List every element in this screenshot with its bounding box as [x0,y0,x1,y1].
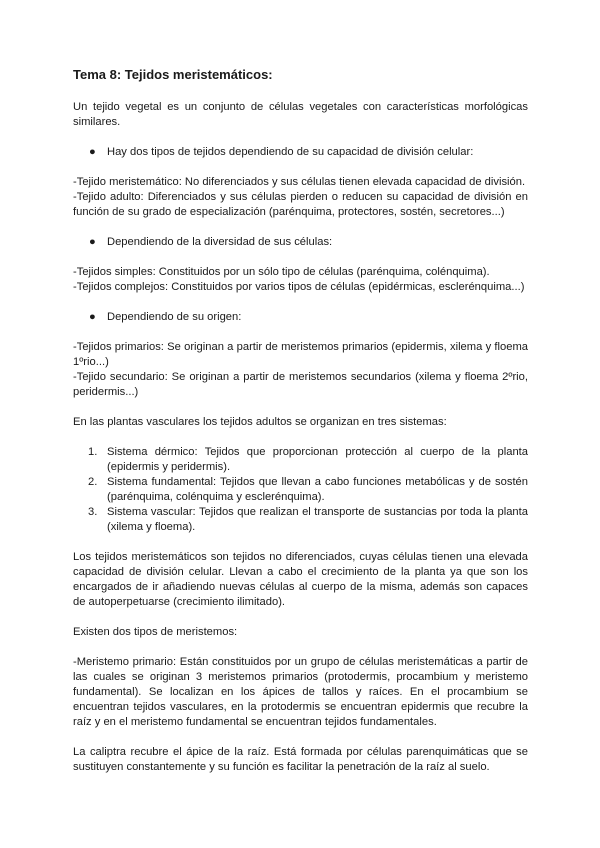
bullet-item [73,310,528,325]
paragraph-primary-meristem: -Meristemo primario: Están constituidos por un grupo de células meristemáticas a partir de las cuales se originan 3 meristemos primarios (protodermis, procambium y meristemo fundamental). Se localizan en los ápices de tallos y raíces. En el procambium se encuentran tejidos vasculares, en la protodermis se encuentran epidermis que recubre la raíz y en el meristemo fundamental se encuentran tejidos fundamentales. [73,656,528,728]
bullet-item [73,235,528,250]
bullet-text: Hay dos tipos de tejidos dependiendo de su capacidad de división celular: [107,146,474,158]
numbered-list [73,445,528,535]
paragraph-secondary: -Tejido secundario: Se originan a partir de meristemos secundarios (xilema y floema 2ºrio, peridermis...) [73,371,528,398]
paragraph-primary: -Tejidos primarios: Se originan a partir de meristemos primarios (epidermis, xilema y floema 1ºrio...) [73,341,528,368]
list-item [73,505,528,535]
list-number: 3. [88,506,98,518]
list-number: 2. [88,476,98,488]
paragraph-meristematic-tissues: Los tejidos meristemáticos son tejidos no diferenciados, cuyas células tienen una elevada capacidad de división celular. Llevan a cabo el crecimiento de la planta ya que son los encargados de ir añadiendo nuevas células al cuerpo de la misma, además son capaces de autoperpetuarse (crecimiento ilimitado). [73,551,528,608]
paragraph-meristematic: -Tejido meristemático: No diferenciados y sus células tienen elevada capacidad de división. [73,176,526,188]
paragraph-caliptra: La caliptra recubre el ápice de la raíz. Está formada por células parenquimáticas que se sustituyen constantemente y su función es facilitar la penetración de la raíz al suelo. [73,746,528,773]
list-item [73,475,528,505]
paragraph-types-intro: Existen dos tipos de meristemos: [73,626,238,638]
list-item [73,445,528,475]
intro-paragraph: Un tejido vegetal es un conjunto de células vegetales con características morfológicas similares. [73,101,528,128]
list-item-text: Sistema vascular: Tejidos que realizan el transporte de sustancias por toda la planta (xilema y floema). [107,506,528,533]
page-title: Tema 8: Tejidos meristemáticos: [73,67,273,82]
bullet-text: Dependiendo de su origen: [107,311,242,323]
list-item-text: Sistema dérmico: Tejidos que proporcionan protección al cuerpo de la planta (epidermis y peridermis). [107,446,528,473]
bullet-dot-icon: ● [89,146,96,158]
paragraph-complex: -Tejidos complejos: Constituidos por varios tipos de células (epidérmicas, esclerénquima...) [73,281,525,293]
list-number: 1. [88,446,98,458]
bullet-item [73,145,528,160]
paragraph-adult: -Tejido adulto: Diferenciados y sus células pierden o reducen su capacidad de división en función de su grado de especialización (parénquima, protectores, sostén, secretores...) [73,191,528,218]
list-item-text: Sistema fundamental: Tejidos que llevan a cabo funciones metabólicas y de sostén (parénquima, colénquima y esclerénquima). [107,476,528,503]
document-page [73,66,528,775]
bullet-dot-icon: ● [89,236,96,248]
paragraph-systems-intro: En las plantas vasculares los tejidos adultos se organizan en tres sistemas: [73,416,447,428]
paragraph-simple: -Tejidos simples: Constituidos por un sólo tipo de células (parénquima, colénquima). [73,266,490,278]
bullet-dot-icon: ● [89,311,96,323]
bullet-text: Dependiendo de la diversidad de sus células: [107,236,333,248]
